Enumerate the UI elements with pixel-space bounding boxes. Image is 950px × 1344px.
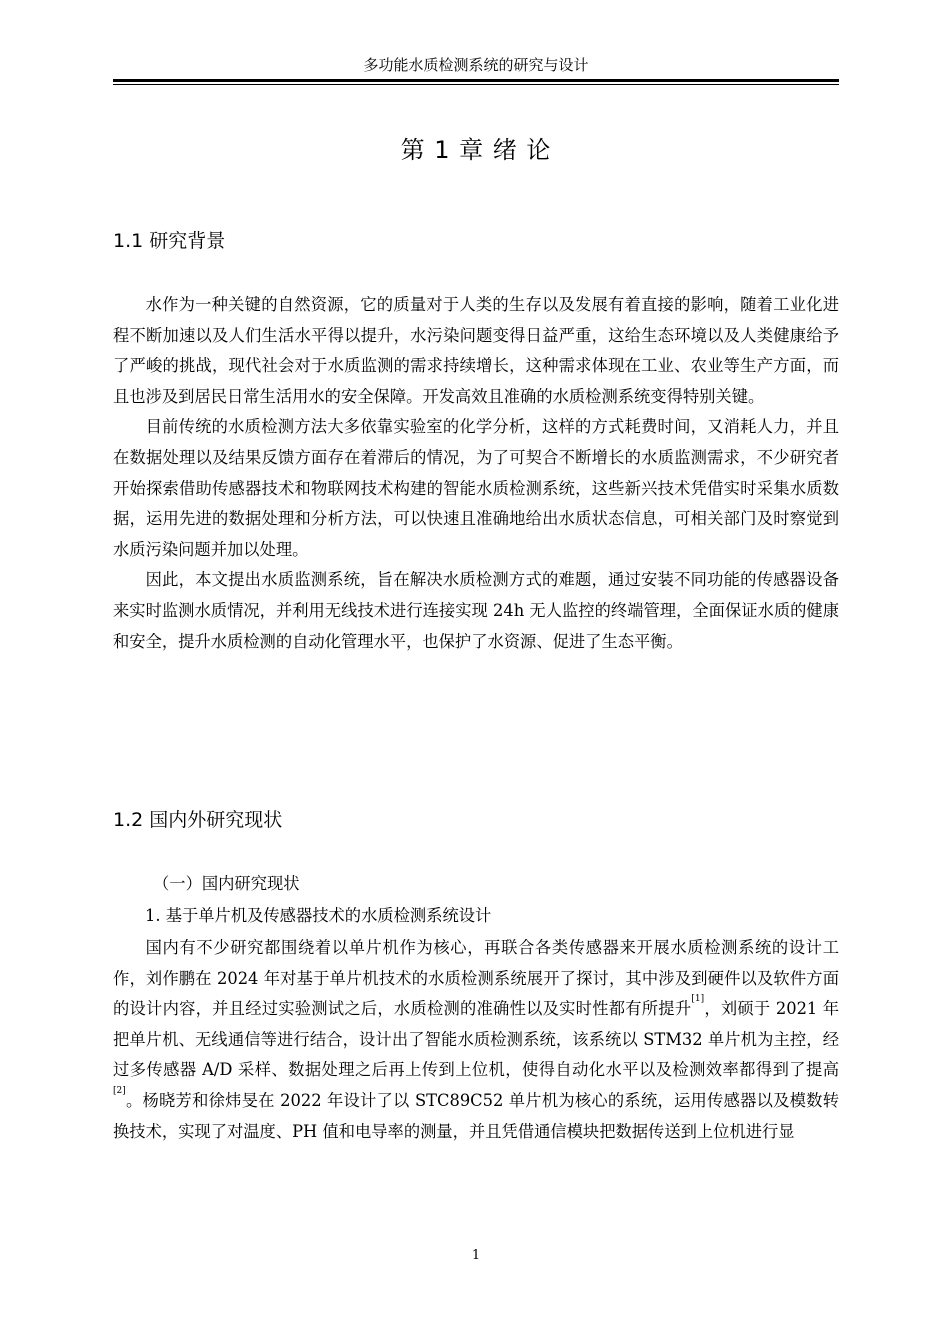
subheading-domestic: （一）国内研究现状 [153,874,300,893]
section-2-title: 1.2 国内外研究现状 [113,809,283,831]
paragraph: 因此，本文提出水质监测系统，旨在解决水质检测方式的难题，通过安装不同功能的传感器设备来实时监测水质情况，并利用无线技术进行连接实现 24h 无人监控的终端管理，全面保证水质的健康和安全，提升水质检测的自动化管理水平，也保护了水资源、促进了生态平衡。 [113,570,839,651]
paragraph: 国内有不少研究都围绕着以单片机作为核心，再联合各类传感器来开展水质检测系统的设计工作，刘作鹏在 2024 年对基于单片机技术的水质检测系统展开了探讨，其中涉及到硬件以及软件方面的设计内容，并且经过实验测试之后，水质检测的准确性以及实时性都有所提升[1]，刘硕于 2021 年把单片机、无线通信等进行结合，设计出了智能水质检测系统，该系统以 STM32 单片机为主控，经过多传感器 A/D 采样、数据处理之后再上传到上位机，使得自动化水平以及检测效率都得到了提高[2]。杨晓芳和徐炜旻在 2022 年设计了以 STC89C52 单片机为核心的系统，运用传感器以及模数转换技术，实现了对温度、PH 值和电导率的测量，并且凭借通信模块把数据传送到上位机进行显 [113,938,839,1141]
header-rule-thin [113,84,839,85]
page-header: 多功能水质检测系统的研究与设计 [363,56,589,74]
page-number: 1 [471,1248,481,1263]
numbered-item-heading: 1. 基于单片机及传感器技术的水质检测系统设计 [145,906,492,925]
citation-2[interactable]: [2] [113,1085,126,1096]
citation-1[interactable]: [1] [691,994,705,1005]
paragraph: 水作为一种关键的自然资源，它的质量对于人类的生存以及发展有着直接的影响，随着工业化进程不断加速以及人们生活水平得以提升，水污染问题变得日益严重，这给生态环境以及人类健康给予了严峻的挑战，现代社会对于水质监测的需求持续增长，这种需求体现在工业、农业等生产方面，而且也涉及到居民日常生活用水的安全保障。开发高效且准确的水质检测系统变得特别关键。 [113,295,839,406]
chapter-title: 第 1 章 绪 论 [400,136,552,164]
section-2-body [113,933,839,1147]
section-1-body [113,290,839,657]
section-1-title: 1.1 研究背景 [113,230,226,252]
paragraph: 目前传统的水质检测方法大多依靠实验室的化学分析，这样的方式耗费时间，又消耗人力，并且在数据处理以及结果反馈方面存在着滞后的情况，为了可契合不断增长的水质监测需求，不少研究者开始探索借助传感器技术和物联网技术构建的智能水质检测系统，这些新兴技术凭借实时采集水质数据，运用先进的数据处理和分析方法，可以快速且准确地给出水质状态信息，可相关部门及时察觉到水质污染问题并加以处理。 [113,417,839,559]
header-rule-thick [113,79,839,82]
